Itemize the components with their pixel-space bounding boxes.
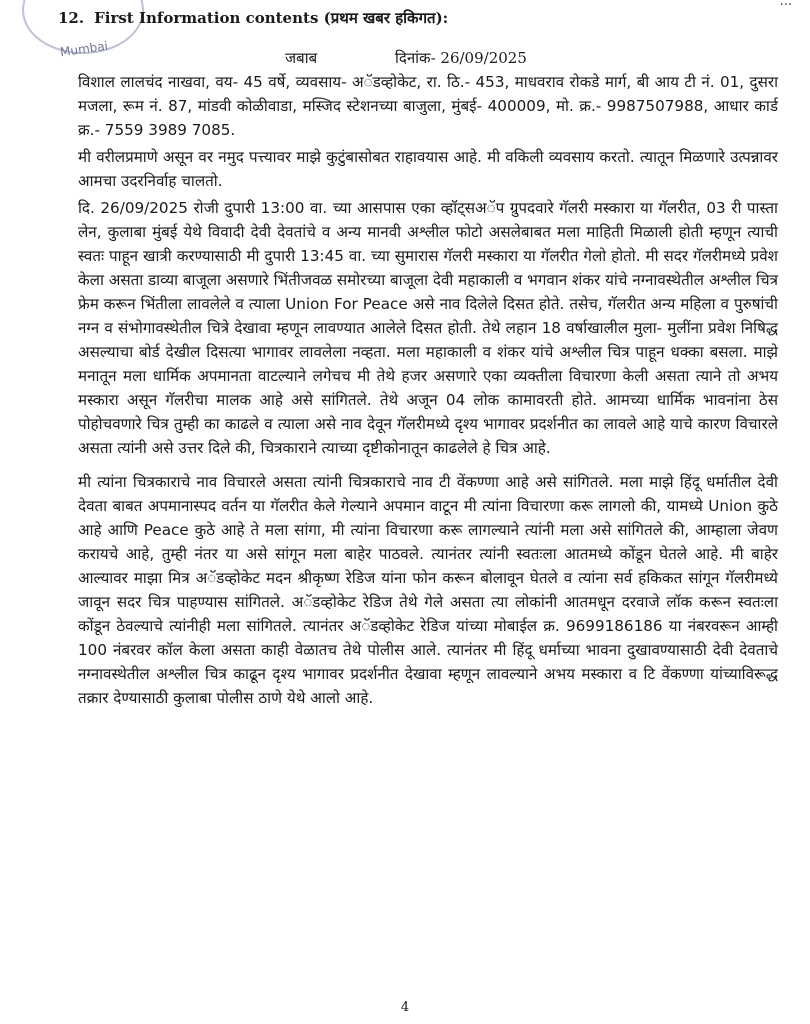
page-number: 4 <box>400 1000 410 1015</box>
reply-date: दिनांक- 26/09/2025 <box>395 49 527 67</box>
statement-body <box>78 70 778 710</box>
corner-mark: ... <box>779 0 792 9</box>
reply-label: जबाब <box>285 49 318 67</box>
residence-paragraph: मी वरीलप्रमाणे असून वर नमुद पत्त्यावर माझे कुटुंबासोबत राहावयास आहे. मी वकिली व्यवसाय करतो. त्यातून मिळणारे उत्पन्नावर आमचा उदरनिर्वाह चालतो. <box>78 148 778 190</box>
section-number: 12. <box>58 9 85 27</box>
section-title: First Information contents (प्रथम खबर हकिगत): <box>94 9 449 27</box>
stamp-text: Mumbai <box>59 38 109 60</box>
followup-paragraph: मी त्यांना चित्रकाराचे नाव विचारले असता त्यांनी चित्रकाराचे नाव टी वेंकण्णा आहे असे सांगितले. मला माझे हिंदू धर्मातील देवी देवता बाबत अपमानास्पद वर्तन या गॅलरीत केले गेल्याने अपमान वाटून मी त्यांना विचारणा करू लागलो की, यामध्ये Union कुठे आहे आणि Peace कुठे आहे ते मला सांगा, मी त्यांना विचारणा करू लागल्याने त्यांनी मला असे सांगितले की, आम्हाला जेवण करायचे आहे, तुम्ही नंतर या असे सांगून मला बाहेर पाठवले. त्यानंतर त्यांनी स्वतःला आतमध्ये कोंडून घेतले आहे. मी बाहेर आल्यावर माझा मित्र अॅडव्होकेट मदन श्रीकृष्ण रेडिज यांना फोन करून बोलावून घेतले व त्यांना सर्व हकिकत सांगून गॅलरीमध्ये जावून सदर चित्र पाहण्यास सांगितले. अॅडव्होकेट रेडिज तेथे गेले असता त्या लोकांनी आतमधून दरवाजे लॉक करून स्वतःला कोंडून ठेवल्याचे त्यांनीही मला सांगितले. त्यानंतर अॅडव्होकेट रेडिज यांच्या मोबाईल क्र. 9699186186 या नंबरवरून आम्ही 100 नंबरवर कॉल केला असता काही वेळातच तेथे पोलीस आले. त्यानंतर मी हिंदू धर्माच्या भावना दुखावण्यासाठी देवी देवताचे नग्नावस्थेतील अश्लील चित्र काढून दृश्य भागावर प्रदर्शनीत देखावा म्हणून लावल्याने अभय मस्कारा व टि वेंकण्णा यांच्याविरूद्ध तक्रार देण्यासाठी कुलाबा पोलीस ठाणे येथे आलो आहे. <box>78 473 778 707</box>
complainant-details-paragraph: विशाल लालचंद नाखवा, वय- 45 वर्षे, व्यवसाय- अॅडव्होकेट, रा. ठि.- 453, माधवराव रोकडे मार्ग, बी आय टी नं. 01, दुसरा मजला, रूम नं. 87, मांडवी कोळीवाडा, मस्जिद स्टेशनच्या बाजुला, मुंबई- 400009, मो. क्र.- 9987507988, आधार कार्ड क्र.- 7559 3989 7085. <box>78 73 778 139</box>
incident-paragraph: दि. 26/09/2025 रोजी दुपारी 13:00 वा. च्या आसपास एका व्हॉट्सअॅप ग्रुपदवारे गॅलरी मस्कारा या गॅलरीत, 03 री पास्ता लेन, कुलाबा मुंबई येथे विवादी देवी देवतांचे व अन्य मानवी अश्लील फोटो असलेबाबत मला माहिती मिळाली होती म्हणून त्याची स्वतः पाहून खात्री करण्यासाठी मी दुपारी 13:45 वा. च्या सुमारास गॅलरी मस्कारा या गॅलरीत गेलो होतो. मी सदर गॅलरीमध्ये प्रवेश केला असता डाव्या बाजूला असणारे भिंतीजवळ समोरच्या बाजूला देवी महाकाली व भगवान शंकर यांचे नग्नावस्थेतील अश्लील चित्र फ्रेम करून भिंतीला लावलेले व त्याला Union For Peace असे नाव दिलेले दिसत होते. तसेच, गॅलरीत अन्य महिला व पुरुषांची नग्न व संभोगावस्थेतील चित्रे देखावा म्हणून लावण्यात आलेले दिसत होती. तेथे लहान 18 वर्षाखालील मुला- मुलींना प्रवेश निषिद्ध असल्याचा बोर्ड देखील दिसत्या भागावर लावलेला नव्हता. मला महाकाली व शंकर यांचे अश्लील चित्र पाहून धक्का बसला. माझे मनातून मला धार्मिक अपमानता वाटल्याने लगेचच मी तेथे हजर असणारे एका व्यक्तीला विचारणा केली असता त्याने तो अभय मस्कारा असून गॅलरीचा मालक आहे असे सांगितले. तेथे अजून 04 लोक कामावरती होते. आमच्या धार्मिक भावनांना ठेस पोहोचवणारे चित्र तुम्ही का काढले व त्याला असे नाव देवून गॅलरीमध्ये दृश्य भागावर प्रदर्शनीत का लावले आहे याचे कारण विचारले असता त्यांनी असे उत्तर दिले की, चित्रकाराने त्याच्या दृष्टीकोनातून काढलेले हे चित्र आहे. <box>78 199 778 457</box>
section-heading <box>58 8 448 28</box>
